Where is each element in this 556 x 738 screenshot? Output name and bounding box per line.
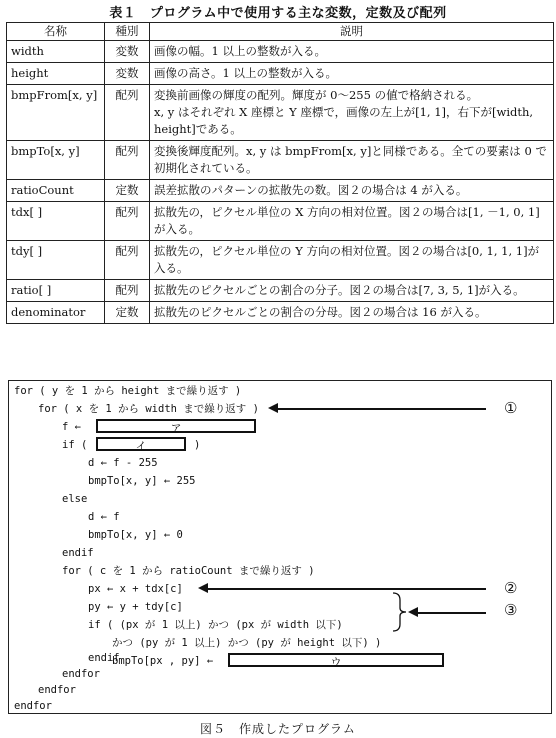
cell-name: width xyxy=(7,41,105,63)
table-row xyxy=(7,180,554,202)
code-line: bmpTo[px , py] ← xyxy=(112,655,214,667)
code-line: かつ (py が 1 以上) かつ (py が height 以下) ) xyxy=(112,637,382,649)
code-line: bmpTo[x, y] ← 0 xyxy=(88,529,183,541)
cell-kind: 変数 xyxy=(105,41,150,63)
cell-description: 拡散先のピクセルごとの割合の分子。図２の場合は[7, 3, 5, 1]が入る。 xyxy=(150,280,554,302)
arrow-1-line xyxy=(276,408,486,410)
blank-u xyxy=(228,653,444,667)
header-name: 名称 xyxy=(7,23,105,41)
cell-name: denominator xyxy=(7,302,105,324)
table-row xyxy=(7,141,554,180)
code-line: py ← y + tdy[c] xyxy=(88,601,183,613)
cell-kind: 配列 xyxy=(105,280,150,302)
cell-description: 拡散先のピクセルごとの割合の分母。図２の場合は 16 が入る。 xyxy=(150,302,554,324)
cell-description: 拡散先の，ピクセル単位の Y 方向の相対位置。図２の場合は[0, 1, 1, 1]が入る。 xyxy=(150,241,554,280)
header-description: 説明 xyxy=(150,23,554,41)
header-kind: 種別 xyxy=(105,23,150,41)
code-line: px ← x + tdx[c] xyxy=(88,583,183,595)
cell-kind: 配列 xyxy=(105,202,150,241)
code-line: endfor xyxy=(14,700,52,712)
table-row xyxy=(7,241,554,280)
arrow-3-line xyxy=(416,612,486,614)
table-header-row xyxy=(7,23,554,41)
table-row xyxy=(7,85,554,141)
cell-description: 画像の幅。1 以上の整数が入る。 xyxy=(150,41,554,63)
code-line: endif xyxy=(88,652,120,664)
blank-a xyxy=(96,419,256,433)
arrow-2-line xyxy=(206,588,486,590)
cell-kind: 定数 xyxy=(105,180,150,202)
code-line: bmpTo[x, y] ← 255 xyxy=(88,475,196,487)
table-row xyxy=(7,202,554,241)
cell-description: 画像の高さ。1 以上の整数が入る。 xyxy=(150,63,554,85)
cell-name: ratio[ ] xyxy=(7,280,105,302)
blank-i xyxy=(96,437,186,451)
variables-table xyxy=(6,22,554,324)
cell-description xyxy=(150,85,554,141)
code-line: f ← xyxy=(62,421,81,433)
table-row xyxy=(7,302,554,324)
marker-1: ① xyxy=(504,399,518,417)
code-line: else xyxy=(62,493,88,505)
cell-description-line: 変換前画像の輝度の配列。輝度が 0～255 の値で格納される。 xyxy=(154,88,479,102)
cell-kind: 変数 xyxy=(105,63,150,85)
code-line: for ( y を 1 から height まで繰り返す ) xyxy=(14,385,242,397)
code-line: d ← f - 255 xyxy=(88,457,158,469)
code-line: if ( xyxy=(62,439,88,451)
blank-i-label: イ xyxy=(135,440,147,453)
cell-kind: 配列 xyxy=(105,141,150,180)
code-line: for ( c を 1 から ratioCount まで繰り返す ) xyxy=(62,565,315,577)
cell-description: 誤差拡散のパターンの拡散先の数。図２の場合は 4 が入る。 xyxy=(150,180,554,202)
table-caption: 表１ プログラム中で使用する主な変数，定数及び配列 xyxy=(109,6,447,21)
table-row xyxy=(7,280,554,302)
cell-name: ratioCount xyxy=(7,180,105,202)
cell-description-line: x, y はそれぞれ X 座標と Y 座標で，画像の左上が[1, 1]，右下が[width, height]である。 xyxy=(154,105,534,136)
blank-a-label: ア xyxy=(170,422,182,435)
marker-2: ② xyxy=(504,579,518,597)
cell-kind: 配列 xyxy=(105,85,150,141)
table-row xyxy=(7,63,554,85)
cell-description: 拡散先の，ピクセル単位の X 方向の相対位置。図２の場合は[1, －1, 0, 1]が入る。 xyxy=(150,202,554,241)
code-line: endfor xyxy=(38,684,76,696)
cell-kind: 配列 xyxy=(105,241,150,280)
brace-icon xyxy=(392,592,408,632)
table-row xyxy=(7,41,554,63)
code-line: endfor xyxy=(62,668,100,680)
code-line: for ( x を 1 から width まで繰り返す ) xyxy=(38,403,259,415)
code-line: endif xyxy=(62,547,94,559)
marker-3: ③ xyxy=(504,601,518,619)
code-line: ) xyxy=(194,439,201,451)
cell-name: tdx[ ] xyxy=(7,202,105,241)
cell-kind: 定数 xyxy=(105,302,150,324)
code-line: d ← f xyxy=(88,511,120,523)
code-line: if ( (px が 1 以上) かつ (px が width 以下) xyxy=(88,619,343,631)
cell-name: tdy[ ] xyxy=(7,241,105,280)
cell-name: bmpFrom[x, y] xyxy=(7,85,105,141)
blank-u-label: ウ xyxy=(330,656,342,669)
cell-description: 変換後輝度配列。x, y は bmpFrom[x, y]と同様である。全ての要素は 0 で初期化されている。 xyxy=(150,141,554,180)
cell-name: height xyxy=(7,63,105,85)
figure-caption: 図５ 作成したプログラム xyxy=(200,722,356,736)
cell-name: bmpTo[x, y] xyxy=(7,141,105,180)
